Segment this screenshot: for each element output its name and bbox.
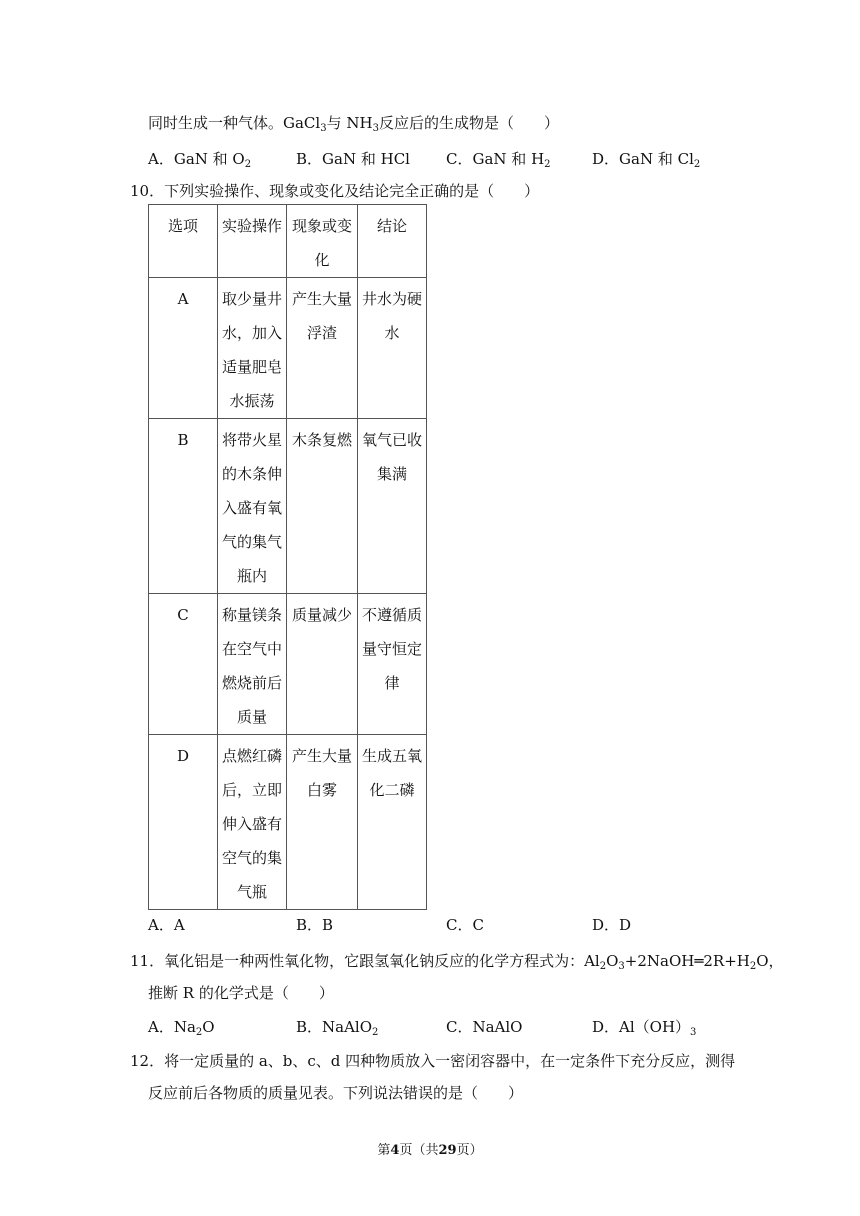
cell-operation-text: 称量镁条在空气中燃烧前后质量	[221, 606, 282, 726]
q11-opt-d-sub: 3	[690, 1027, 697, 1038]
q12-stem-line1: 12．将一定质量的 a、b、c、d 四种物质放入一密闭容器中，在一定条件下充分反应，测得	[130, 1052, 736, 1070]
q11-sub-1: 2	[599, 961, 607, 972]
header-option	[149, 205, 218, 278]
q11-opt-b-text: B．NaAlO	[296, 1018, 373, 1036]
q9-option-b: B．GaN 和 HCl	[296, 150, 410, 168]
header-phenomenon-label: 现象或变化	[291, 217, 352, 269]
q9-opt-c-sub: 2	[544, 159, 551, 170]
q9-option-c	[446, 148, 551, 169]
q9-text-a: 同时生成一种气体。GaCl	[148, 114, 321, 132]
cell-option	[149, 594, 218, 735]
cell-conclusion-text: 氧气已收集满	[361, 431, 422, 483]
q9-opt-d-sub: 2	[693, 159, 701, 170]
cell-phenomenon	[287, 278, 358, 419]
cell-phenomenon	[287, 735, 358, 910]
q11-opt-b-sub: 2	[372, 1027, 379, 1038]
cell-conclusion	[358, 735, 427, 910]
cell-operation	[218, 735, 287, 910]
table-row	[149, 594, 427, 735]
q9-text-b: 与 NH	[326, 114, 373, 132]
q11-stem-line1	[130, 950, 784, 971]
q9-sub-b: 3	[372, 123, 379, 134]
q11-text-a: 11．氧化铝是一种两性氧化物，它跟氢氧化钠反应的化学方程式为：Al	[130, 952, 600, 970]
header-operation	[218, 205, 287, 278]
cell-conclusion-text: 不遵循质量守恒定律	[361, 606, 422, 692]
header-operation-label: 实验操作	[221, 217, 282, 235]
q10-header-row	[149, 205, 427, 278]
q9-stem-line	[148, 112, 559, 133]
q11-text-b: O	[606, 952, 619, 970]
q11-opt-a-text2: O	[202, 1018, 215, 1036]
cell-phenomenon	[287, 594, 358, 735]
cell-option-text: C	[177, 606, 189, 624]
footer-total-pages: 29	[438, 1143, 457, 1158]
cell-conclusion	[358, 419, 427, 594]
cell-phenomenon-text: 质量减少	[291, 606, 352, 624]
cell-operation	[218, 278, 287, 419]
q11-sub-3: 2	[749, 961, 757, 972]
q11-text-d: O，	[756, 952, 784, 970]
table-row	[149, 735, 427, 910]
q11-sub-2: 3	[618, 961, 625, 972]
cell-phenomenon-text: 产生大量白雾	[291, 747, 352, 799]
cell-phenomenon	[287, 419, 358, 594]
cell-option	[149, 419, 218, 594]
cell-conclusion	[358, 278, 427, 419]
header-option-label: 选项	[167, 217, 198, 235]
cell-option-text: A	[177, 290, 189, 308]
q11-text-c: +2NaOH═2R+H	[624, 952, 750, 970]
cell-operation	[218, 419, 287, 594]
q9-opt-a-text: A．GaN 和 O	[148, 150, 245, 168]
cell-phenomenon-text: 产生大量浮渣	[291, 290, 352, 342]
q11-opt-a-sub: 2	[195, 1027, 203, 1038]
q9-opt-d-text: D．GaN 和 Cl	[592, 150, 694, 168]
footer-pre: 第	[377, 1143, 391, 1158]
header-conclusion-label: 结论	[376, 217, 407, 235]
q10-option-c: C．C	[446, 916, 484, 934]
cell-phenomenon-text: 木条复燃	[291, 431, 352, 449]
q12-stem-line2: 反应前后各物质的质量见表。下列说法错误的是（ ）	[148, 1084, 524, 1102]
page-footer	[0, 1139, 860, 1158]
footer-page-number: 4	[390, 1143, 400, 1158]
cell-operation-text: 将带火星的木条伸入盛有氧气的集气瓶内	[221, 431, 282, 585]
q11-option-a	[148, 1016, 215, 1037]
cell-option	[149, 278, 218, 419]
q11-opt-a-text: A．Na	[148, 1018, 196, 1036]
cell-option-text: D	[176, 747, 190, 765]
cell-option-text: B	[177, 431, 189, 449]
header-phenomenon	[287, 205, 358, 278]
q10-stem: 10．下列实验操作、现象或变化及结论完全正确的是（ ）	[130, 182, 540, 200]
q10-option-a: A．A	[148, 916, 185, 934]
q10-option-b: B．B	[296, 916, 334, 934]
q9-option-a	[148, 148, 251, 169]
q11-stem-line2: 推断 R 的化学式是（ ）	[148, 984, 334, 1002]
q9-sub-a: 3	[320, 123, 327, 134]
q9-opt-c-text: C．GaN 和 H	[446, 150, 545, 168]
q11-opt-d-text: D．Al（OH）	[592, 1018, 691, 1036]
q9-opt-a-sub: 2	[244, 159, 252, 170]
q9-option-d	[592, 148, 700, 169]
cell-operation-text: 点燃红磷后，立即伸入盛有空气的集气瓶	[221, 747, 282, 901]
table-row	[149, 278, 427, 419]
table-row	[149, 419, 427, 594]
q10-table	[148, 204, 427, 910]
q9-text-c: 反应后的生成物是（ ）	[378, 114, 559, 132]
cell-conclusion	[358, 594, 427, 735]
cell-operation	[218, 594, 287, 735]
q11-option-b	[296, 1016, 378, 1037]
cell-option	[149, 735, 218, 910]
q11-option-c: C．NaAlO	[446, 1018, 523, 1036]
cell-operation-text: 取少量井水，加入适量肥皂水振荡	[221, 290, 282, 410]
cell-conclusion-text: 生成五氧化二磷	[361, 747, 422, 799]
footer-post: 页）	[456, 1143, 483, 1158]
cell-conclusion-text: 井水为硬水	[361, 290, 422, 342]
q10-option-d: D．D	[592, 916, 632, 934]
footer-mid: 页（共	[399, 1143, 439, 1158]
q11-option-d	[592, 1016, 696, 1037]
header-conclusion	[358, 205, 427, 278]
